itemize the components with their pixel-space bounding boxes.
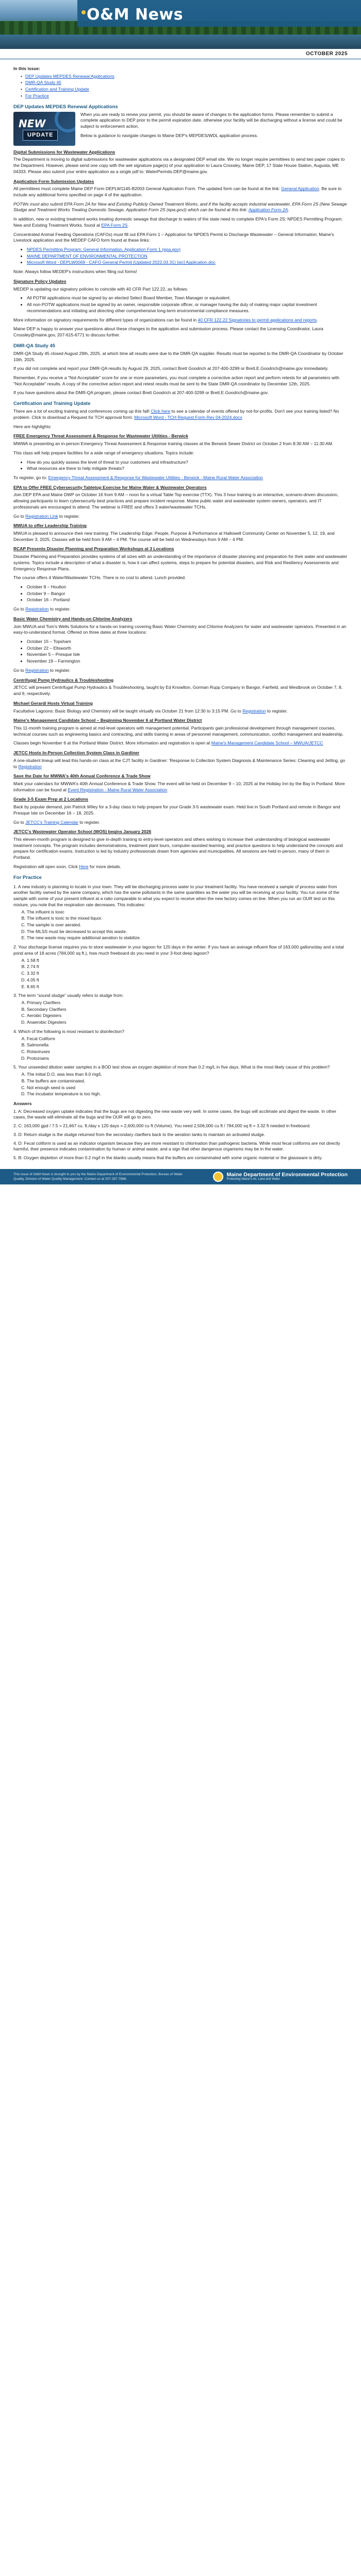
answers-list [13, 1109, 348, 1161]
answer-option: A. 1.58 ft [27, 958, 348, 964]
new-badge-text: NEW [19, 117, 46, 130]
register-text-b: to register. [50, 667, 71, 673]
lightbulb-icon [81, 10, 86, 14]
answer-option: C. Not enough seed is used [27, 1085, 348, 1091]
renewal-intro [13, 112, 348, 146]
question-2: 2. Your discharge license requires you to store wastewater in your lagoon for 120 days in the winter. If you have an average influent flow of 163,000 gallons/day and a total pond area of 18 acres (784,000 sq ft.), how much freeboard do you need in your 3-foot deep lagoon? [13, 944, 344, 956]
toc-link-training[interactable]: Certification and Training Update [25, 87, 89, 92]
training-register [13, 820, 348, 826]
list-item: • How do you quickly assess the level of threat to your customers and infrastructure? [27, 460, 348, 466]
calendar-click-here-link[interactable]: Click here [151, 409, 171, 414]
answer-option: A. The initial D.O. was less than 9.0 mg/L [27, 1072, 348, 1078]
training-title-gerardi: Michael Gerardi Hosts Virtual Training [13, 700, 93, 706]
forms-p1-text-b: . Be sure to include any additional forms specified on page 4 of the application. [13, 186, 342, 198]
register-text-b: to register. [79, 819, 100, 825]
training-body: The course offers 4 Water/Wastewater TCHs. There is no cost to attend. Lunch provided. [13, 575, 186, 581]
section-title-renewal: DEP Updates MEPDES Renewal Applications [13, 104, 118, 110]
list-item [27, 253, 348, 260]
update-badge-text: UPDATE [23, 130, 58, 141]
list-item: • October 22 – Ellsworth [27, 646, 348, 652]
training-intro-text-b: to see a calendar of events offered by not-for-profits. Don't see your training listed? No problem. Click to download a Request for TCH approval form: [13, 409, 339, 420]
maine-seal-icon [213, 1172, 223, 1182]
tch-request-form-link[interactable]: Microsoft Word - TCH Request Form Rev 04-2024.docx [134, 414, 242, 420]
answer-options [13, 909, 348, 942]
answer-5: 5. B: Oxygen depletion of more than 0.2 mg/l in the blanks usually means that the buffers are contaminated with some organic material or the glassware is dirty. [13, 1155, 323, 1161]
register-text-b: to register. [267, 708, 288, 714]
toc-link-dmrqa[interactable]: DMR-QA Study 45 [25, 80, 61, 86]
training-body [13, 758, 348, 770]
answer-option: D. 4.05 ft [27, 977, 348, 984]
training-bullets [13, 639, 348, 665]
subheading-signature: Signature Policy Updates [13, 278, 67, 284]
training-body-text: Classes begin November 6 at the Portland Water District. More information and registration is open at [13, 740, 210, 746]
section-title-training: Certification and Training Update [13, 401, 91, 407]
answer-option: A. Fecal Coliform [27, 1036, 348, 1042]
training-body-text: Mark your calendars for MWWA's 40th Annual Conference & Trade Show. The event will be held on December 9 – 10, 2025 at the Holiday Inn by the Bay in Portland. More information can be found at [13, 781, 345, 792]
issue-date-row [0, 49, 361, 59]
org-name: Maine Department of Environmental Protection [226, 1171, 348, 1178]
collection-registration-link[interactable]: Registration [18, 764, 42, 769]
digital-paragraph: The Department is moving to digital submissions for wastewater applications via a designated DEP email site. We no longer require permittees to send two paper copies to the Department. However, please send one copy with the wet signature page(s) of your application to Laura Crossley, Maine DEP, 17 State House Station, Augusta, ME 04333. Please also submit your entire application as a single pdf to: WaterPermits.DEP@maine.gov. [13, 157, 345, 174]
training-highlights-label: Here are highlights: [13, 423, 52, 429]
answer-options [13, 1036, 348, 1062]
answer-option: C. Rotaviruses [27, 1049, 348, 1055]
training-body: This eleven-month program is designed to give in-depth training to entry-level operators and others wishing to increase their understanding of biological wastewater treatment concepts. The program includes demonstrations, treatment plant tours, computer-assisted learning, and practice questions to help understand the concepts and prepare for certification exams. Instruction is led by industry professionals drawn from agencies and municipalities. All sessions are held in-person, many of them in Portland. [13, 837, 343, 860]
list-item: • October 16 – Portland [27, 597, 348, 603]
answer-option: D. Anaerobic Digesters [27, 1020, 348, 1026]
training-intro-text: There are a lot of exciting training and conferences coming up this fall! [13, 409, 150, 414]
answer-option: B. Secondary Clarifiers [27, 1007, 348, 1013]
forms-note: Note: Always follow MEDEP's instructions when filing out forms! [13, 269, 137, 275]
dmrqa-paragraph-1: DMR-QA Study 45 closed August 29th, 2025, at which time all results were due to the DMR-QA supplier. Results must be reported to the DMR-QA Coordinator by October 10th, 2025. [13, 350, 343, 362]
answer-option: A. Primary Clarifiers [27, 1000, 348, 1006]
training-title-exam-prep: Grade 3-5 Exam Prep at 2 Locations [13, 796, 89, 802]
list-item: • All POTW applications must be signed by an elected Select Board Member, Town Manager or equivalent. [27, 295, 348, 301]
answer-option: D. The incubator temperature is too high. [27, 1091, 348, 1097]
training-intro [13, 409, 348, 420]
signature-paragraph-3: Maine DEP is happy to answer your questions about these changes to the application and submission process. Please contact the Licensing Coordinator, Laura Crossley@maine.gov, 207-615-6771 to discuss further. [13, 326, 323, 337]
answer-option: E. 8.65 ft [27, 984, 348, 990]
training-body-text: A one-student lineup will lead this hands-on class at the CJT facility in Gardiner: 'Response to Collection System Diagnosis & Maintenance Series: Cleaning and Jetting, go to [13, 757, 346, 769]
training-body: MWWA is presenting an in-person Emergency Threat Assessment & Response training classes at the Berwick Sewer District on October 2 from 8:30 AM – 11:30 AM. [13, 441, 334, 447]
form-2s-link[interactable]: EPA Form 2S [101, 222, 128, 228]
subheading-forms: Application Form Submission Updates [13, 178, 94, 184]
list-item [27, 260, 348, 266]
toc-item [21, 87, 348, 93]
answer-option: A. The influent is toxic [27, 909, 348, 916]
wos-details-link[interactable]: Here [79, 863, 89, 869]
dmrqa-paragraph-2: If you did not complete and report your DMR-QA results by August 29, 2025, contact Brett Goodrich at 207-400-3299 or Brett.E.Goodrich@maine.gov immediately. [13, 366, 329, 371]
training-body [13, 781, 348, 793]
newsletter [0, 0, 361, 1184]
cyber-registration-link[interactable]: Registration Link [25, 513, 58, 519]
dmrqa-paragraph-3: Remember, if you receive a "Not Acceptable" score for one or more parameters, you must complete a corrective action report and perform retests for all parameters with "Not Acceptable" results. A copy of the corrective action report and retest results must be sent to the State DMR-QA coordinator by December 12th, 2025. [13, 375, 340, 386]
training-title-rcap: RCAP Presents Disaster Planning and Preparation Workshops at 3 Locations [13, 546, 174, 552]
register-text: Go to [13, 667, 24, 673]
forms-paragraph-4: Concentrated Animal Feeding Operations (CAFOs) must fill out EPA Form 1 – Application for NPDES Permit to Discharge Wastewater – General Information; Maine's Livestock application and the MEDEP CAFO form found at these links: [13, 231, 334, 243]
signature-paragraph-2: More information on signatory requirements for different types of organizations can be found in 40 CFR 122.22 Signatories to permit applications and reports. [13, 317, 318, 323]
sig-p2-text: More information on signatory requirements for different types of organizations can be found in [13, 317, 197, 323]
list-item: • October 8 – Houlton [27, 584, 348, 590]
toc-item [21, 93, 348, 99]
training-title-mcs: Maine's Management Candidate School – Beginning November 6 at Portland Water District [13, 718, 202, 723]
register-text-b: for more details. [89, 863, 121, 869]
training-body: MWUA is pleased to announce their new training: The Leadership Edge: People, Purpose & Performance at Hallowell Community Center on November 5, 12, 19, and December 3, 2025. Classes will be held from 9 AM – 4 PM. The course will be held on Wednesdays from 9 AM – 4 PM. [13, 530, 335, 542]
training-body-text: Facultative Lagoons: Basic Biology and Chemistry will be taught virtually via October 21 from 12:30 to 3:15 PM. Go to [13, 708, 241, 714]
banner-water [0, 35, 361, 49]
conference-registration-link[interactable]: Event Registration - Maine Rural Water Association [68, 787, 168, 792]
answer-option: C. The sample is over aerated. [27, 922, 348, 928]
register-text: Registration will open soon. Click [13, 863, 78, 869]
toc-item [21, 74, 348, 80]
form-2a-link[interactable]: Application Form 2A [248, 207, 288, 213]
toc-title: In this issue: [13, 66, 40, 71]
footer [0, 1169, 361, 1184]
answers-title: Answers [13, 1101, 32, 1106]
forms-paragraph-2: POTWs must also submit EPA Form 2A for New and Existing Publicly Owned Treatment Works, and if the facility accepts industrial wastewater, EPA Form 2S (New Sewage Sludge and Treatment Works Treating Domestic Sewage, Application Form 2S (epa.gov)) which can be found at this link: Application Form 2A. [13, 201, 347, 213]
answer-options [13, 958, 348, 990]
training-body: This 11-month training program is aimed at mid-level operators with management potential. Participants gain professional development through management courses, technical courses such as engineering basics and contracting, and skills training in areas of personnel management, communication, conflict management and leadership. [13, 725, 344, 737]
training-register [13, 668, 348, 674]
mcs-registration-link[interactable]: Maine's Management Candidate School – MWUA/JETCC [211, 740, 323, 746]
toc-list [13, 74, 348, 99]
training-title-emergency: FREE Emergency Threat Assessment & Response for Wastewater Utilities - Berwick [13, 433, 189, 439]
signature-bullets [13, 295, 348, 314]
answer-option: B. Salmonella [27, 1042, 348, 1048]
register-text: Go to [13, 819, 24, 825]
list-item: • All non-POTW applications must be signed by an owner, responsible corporate officer, or manager having the duty of making major capital investment recommendations and initiating and directing other comprehensive long-term environmental compliance measures. [27, 302, 348, 314]
register-text-b: to register. [50, 606, 71, 612]
forms-p3-text: In addition, new or existing treatment works treating domestic sewage that discharge to waters of the state need to complete EPA's Form 2S: NPDES Permitting Program: New and Existing Treatment Works, found at [13, 216, 343, 228]
list-item: • October 9 – Bangor [27, 591, 348, 597]
rcap-registration-link[interactable]: Registration [25, 606, 49, 612]
training-title-leadership: MWUA to offer Leadership Training [13, 523, 87, 529]
training-register [13, 475, 348, 481]
training-register [13, 514, 348, 520]
training-body [13, 740, 348, 747]
answer-options [13, 1000, 348, 1026]
header-banner [0, 0, 361, 49]
forms-p1-text: All permittees must complete Maine DEP Form DEPLW1145-B2003 General Application Form. The updated form can be found at the link: [13, 186, 280, 192]
footer-org [213, 1172, 348, 1182]
new-update-graphic [13, 112, 75, 146]
training-title-conference: Save the Date for MWWA's 40th Annual Conference & Trade Show [13, 773, 151, 779]
arc-decoration [55, 112, 75, 132]
answer-option: C. Aerobic Digesters [27, 1013, 348, 1019]
renewal-intro-2: Below is guidance to navigate changes to Maine DEP's MEPDES/WDL application process. [80, 132, 258, 138]
dmrqa-paragraph-4: If you have questions about the DMR-QA program, please contact Brett Goodrich at 207-400-3299 or Brett.E.Goodrich@maine.gov. [13, 390, 269, 396]
question-5: 5. Your unseeded dilution water samples in a BOD test show an oxygen depletion of more than 0.2 mg/L in five days. What is the most likely cause of this problem? [13, 1064, 330, 1070]
answer-option: B. The buffers are contaminated. [27, 1078, 348, 1084]
list-item: • November 5 – Presque Isle [27, 652, 348, 658]
answer-1: 1. A: Decreased oxygen uptake indicates that the bugs are not digesting the new waste very well. In some cases, the bugs will acclimate and digest the waste. In other cases, the waste will eliminate all the bugs and the OUR will go to zero. [13, 1108, 337, 1120]
answer-option: E. The new waste may require additional aeration to stabilize. [27, 935, 348, 941]
section-title-dmrqa: DMR-QA Study 45 [13, 343, 55, 349]
training-title-pump: Centrifugal Pump Hydraulics & Troubleshooting [13, 677, 114, 683]
forms-paragraph-1 [13, 186, 348, 198]
cafo-links-list [13, 247, 348, 266]
forms-paragraph-3: In addition, new or existing treatment works treating domestic sewage that discharge to waters of the state need to complete EPA's Form 2S: NPDES Permitting Program: New and Existing Treatment Works, found at EPA Form 2S. [13, 216, 343, 228]
answer-option: D. Protozoans [27, 1056, 348, 1062]
answer-option: C. 3.32 ft [27, 971, 348, 977]
org-tagline: Protecting Maine's Air, Land and Water [226, 1178, 280, 1181]
register-text: Go to [13, 606, 24, 612]
question-1: 1. A new industry is planning to locate in your town. They will be discharging process water to your treatment facility. You have received a sample of process water from another facility owned by the same company, which has the same pollutants in the same quantities as the water you will be receiving at your facility. You run some of the sample with some of your present influent at a ratio comparable to what you expect to receive when the new factory comes on line. When you run an OUR test on this mixture, you note that the respiration rate decreases. This indicates: [13, 884, 339, 907]
forms-p2-text: POTWs must also submit EPA Form 2A for New and Existing Publicly Owned Treatment Works, and if the facility accepts industrial wastewater, EPA Form 2S (New Sewage Sludge and Treatment Works Treating Domestic Sewage, Application Form 2S (epa.gov)) which can be found at this link: [13, 201, 347, 213]
training-register [13, 864, 348, 870]
answer-option: B. 2.74 ft [27, 964, 348, 970]
cfr-signatories-link[interactable]: 40 CFR 122.22 Signatories to permit applications and reports [198, 317, 317, 323]
register-text: To register, go to: [13, 474, 47, 480]
list-item: • What resources are there to help mitigate threats? [27, 466, 348, 472]
question-3: 3. The term “sound sludge” usually refers to sludge from: [13, 993, 124, 998]
answer-4: 4. D: Fecal coliform is used as an indicator organism because they are more resistant to chlorination than pathogenic bacteria. While most fecal coliforms are not directly harmful, their presence indicates contamination by human or animal waste, and a sign that other dangerous organisms may be in the water. [13, 1140, 340, 1152]
general-application-link[interactable]: General Application [281, 186, 319, 192]
training-body: Join MWUA and Tom's Wells Solutions for a hands-on training covering Basic Water Chemistry and Chlorine Analyzers for water and wastewater operators. Presented in an easy-to-understand format. Offered on three dates at three locations: [13, 623, 347, 635]
renewal-intro-1: When you are ready to renew your permit, you should be aware of changes to the application forms. Please remember to submit a complete application to DEP prior to the permit expiration date, otherwise your facility will be discharging without a license and could be subject to enforcement action. [80, 111, 342, 129]
toc-link-practice[interactable]: For Practice [25, 93, 49, 98]
training-body: Back by popular demand, join Patrick Wiley for a 3-day class to help prepare for your Grade 3-5 wastewater exam. Held live in South Portland and remote in Bangor and Presque Isle on December 16 – 18, 2025. [13, 804, 340, 816]
list-item [27, 247, 348, 253]
training-title-chemistry: Basic Water Chemistry and Hands-on Chlorine Analyzers [13, 616, 133, 621]
training-bullets [13, 584, 348, 603]
renewal-intro-text [80, 112, 348, 146]
gerardi-registration-link[interactable]: Registration [242, 708, 266, 714]
answer-options [13, 1072, 348, 1097]
emergency-registration-link[interactable]: Emergency Threat Assessment & Response for Wastewater Utilities - Berwick - Maine Rural Water Association [48, 474, 263, 480]
training-title-wos: JETCC's Wastewater Operator School (WOS) begins January 2026 [13, 829, 152, 835]
list-item: • November 19 – Farmington [27, 658, 348, 665]
maine-dep-link[interactable]: MAINE DEPARTMENT OF ENVIRONMENTAL PROTECTION [27, 253, 147, 259]
answer-3: 3. D: Return sludge is the sludge returned from the secondary clarifiers back to the aeration tanks to maintain an activated sludge. [13, 1131, 266, 1137]
epa-form1-link[interactable]: NPDES Permitting Program: General Information, Application Form 1 (epa.gov) [27, 247, 181, 252]
main-content [0, 59, 361, 1169]
training-title-cyber: EPA to Offer FREE Cybersecurity Tabletop Exercise for Maine Water & Wastewater Operators [13, 484, 207, 490]
register-text-b: to register. [59, 513, 80, 519]
register-text: Go to [13, 513, 24, 519]
question-4: 4. Which of the following is most resistant to disinfection? [13, 1028, 124, 1034]
training-title-collection: JETCC Hosts In-Person Collection System Class in Gardiner [13, 750, 140, 756]
training-register [13, 606, 348, 613]
chemistry-registration-link[interactable]: Registration [25, 667, 49, 673]
training-body: Disaster Planning and Preparation provides systems of all sizes with an understanding of the importance of disaster planning and preparation for their water and wastewater systems. Topics include a description of what a disaster is, how it can affect systems, steps to prepare for potential disasters, and Risk and Resiliency Assessments and Emergency Response Plans. [13, 554, 348, 571]
subheading-digital: Digital Submissions for Wastewater Applications [13, 149, 116, 155]
section-title-practice: For Practice [13, 874, 42, 880]
training-bullets [13, 460, 348, 472]
answer-2: 2. C: 163,000 gpd / 7.5 = 21,667 cu. ft./day x 120 days = 2,600,000 cu ft (Volume). You need 2,506,000 cu ft / 784,000 sq ft = 3.32 ft needed in freeboard. [13, 1123, 311, 1129]
answer-option: B. The influent is toxic to the mixed liquor. [27, 916, 348, 922]
newsletter-logo: O&M News [87, 6, 183, 24]
training-body: This class will help prepare facilities for a wide range of emergency situations. Topics include: [13, 450, 194, 455]
cafo-permit-link[interactable]: Microsoft Word - DEPLW0069 - CAFO General Permit (Updated 2022.03.31) [sic] Application.doc [27, 260, 216, 265]
training-body: JETCC will present Centrifugal Pump Hydraulics & Troubleshooting, taught by Ed Knowlton, Gorman Rupp Company in Bangor, Fairfield, and Westbrook on October 7, 8, and 9, respectively. [13, 685, 343, 697]
toc-item [21, 80, 348, 86]
answer-option: D. The MLSS must be decreased to accept this waste. [27, 929, 348, 935]
footer-org-name [226, 1172, 348, 1181]
training-body: Join DEP EPA and Maine DWP on October 16 from 9 AM – noon for a virtual Table Top exercise (TTX). This 3 hour training is an interactive, scenario-driven discussion, allowing participants to learn cybersecurity best practices and prepare incident response. Maine public water and wastewater system owners, operators, and IT professionals are encouraged to attend. The webinar is FREE and offers 3 water/wastewater TCHs. [13, 492, 339, 510]
issue-date: OCTOBER 2025 [306, 50, 348, 57]
footer-text: This issue of O&M News is brought to you by the Maine Department of Environmental Protection, Bureau of Water Quality, Division of Water Quality Management. Contact us at 207-287-7688. [13, 1172, 183, 1181]
list-item: • October 15 – Topsham [27, 639, 348, 645]
training-body [13, 708, 348, 715]
jetcc-calendar-link[interactable]: JETCC's Training Calendar [25, 819, 78, 825]
toc-link-renewal[interactable]: DEP Updates MEPDES Renewal Applications [25, 73, 114, 79]
signature-paragraph-1: MEDEP is updating our signatory policies to coincide with 40 CFR Part 122.22, as follows: [13, 286, 188, 292]
